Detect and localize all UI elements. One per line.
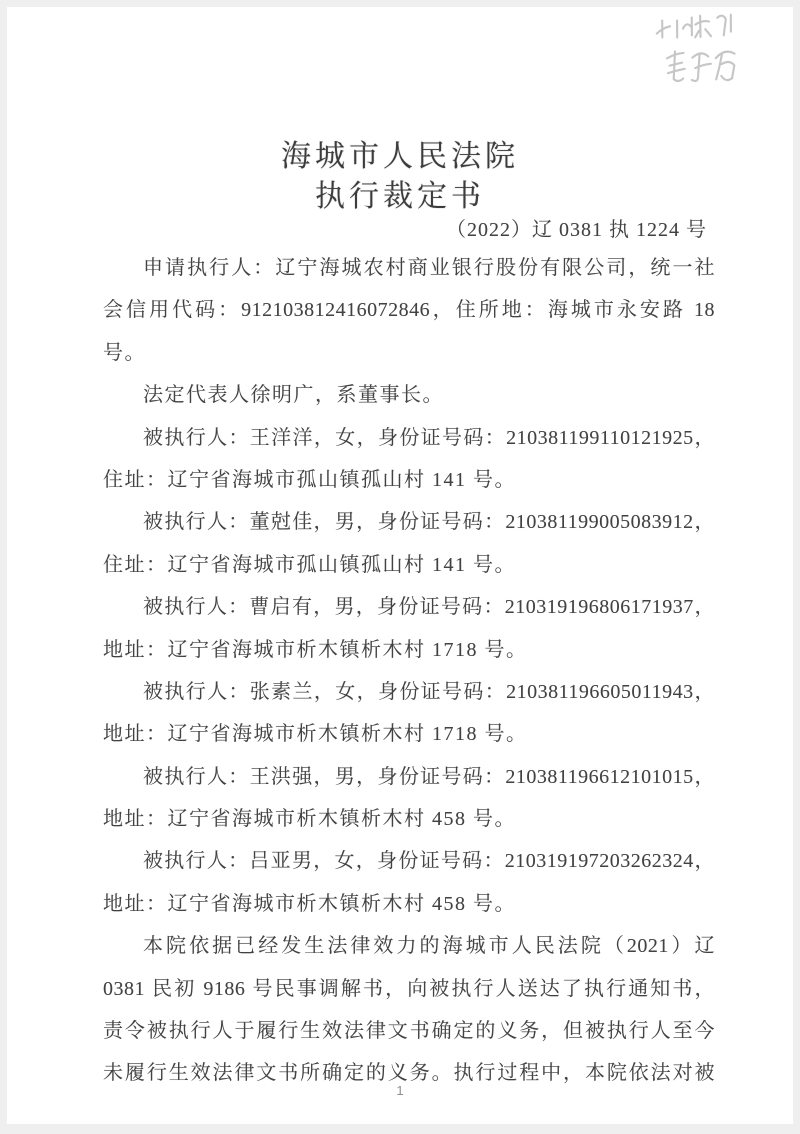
document-page [7,7,793,1124]
document-line: 号。 [103,341,146,364]
document-line: 责令被执行人于履行生效法律文书确定的义务，但被执行人至今 [103,1020,715,1043]
document-line: 地址：辽宁省海城市析木镇析木村 458 号。 [103,808,516,831]
page-number: 1 [396,1083,404,1098]
document-line: 未履行生效法律文书所确定的义务。执行过程中，本院依法对被 [103,1062,715,1085]
document-line: 地址：辽宁省海城市析木镇析木村 1718 号。 [103,723,528,746]
document-line: 住址：辽宁省海城市孤山镇孤山村 141 号。 [103,553,516,576]
document-line: 住址：辽宁省海城市孤山镇孤山村 141 号。 [103,468,516,491]
document-line: 被执行人：曹启有，男，身份证号码：210319196806171937， [143,596,715,619]
document-body [103,247,715,1095]
document-line: 被执行人：吕亚男，女，身份证号码：210319197203262324， [143,850,715,873]
document-line: 会信用代码：912103812416072846，住所地：海城市永安路 18 [103,299,715,322]
document-line: 被执行人：王洪强，男，身份证号码：210381196612101015， [143,765,715,788]
document-line: 地址：辽宁省海城市析木镇析木村 1718 号。 [103,638,528,661]
document-line: 0381 民初 9186 号民事调解书，向被执行人送达了执行通知书， [103,977,715,1000]
court-name: 海城市人民法院 [281,140,519,173]
document-line: 本院依据已经发生法律效力的海城市人民法院（2021）辽 [143,935,715,958]
document-line: 地址：辽宁省海城市析木镇析木村 458 号。 [103,892,516,915]
handwritten-annotation [649,5,765,102]
document-line: 法定代表人徐明广，系董事长。 [143,384,444,407]
document-line: 申请执行人：辽宁海城农村商业银行股份有限公司，统一社 [143,257,715,279]
document-line: 被执行人：董尅佳，男，身份证号码：210381199005083912， [143,511,715,534]
case-number: （2022）辽 0381 执 1224 号 [446,219,707,241]
document-line: 被执行人：王洋洋，女，身份证号码：210381199110121925， [143,426,715,449]
document-line: 被执行人：张素兰，女，身份证号码：210381196605011943， [143,680,715,703]
document-type: 执行裁定书 [315,180,485,213]
document-title [7,137,793,217]
